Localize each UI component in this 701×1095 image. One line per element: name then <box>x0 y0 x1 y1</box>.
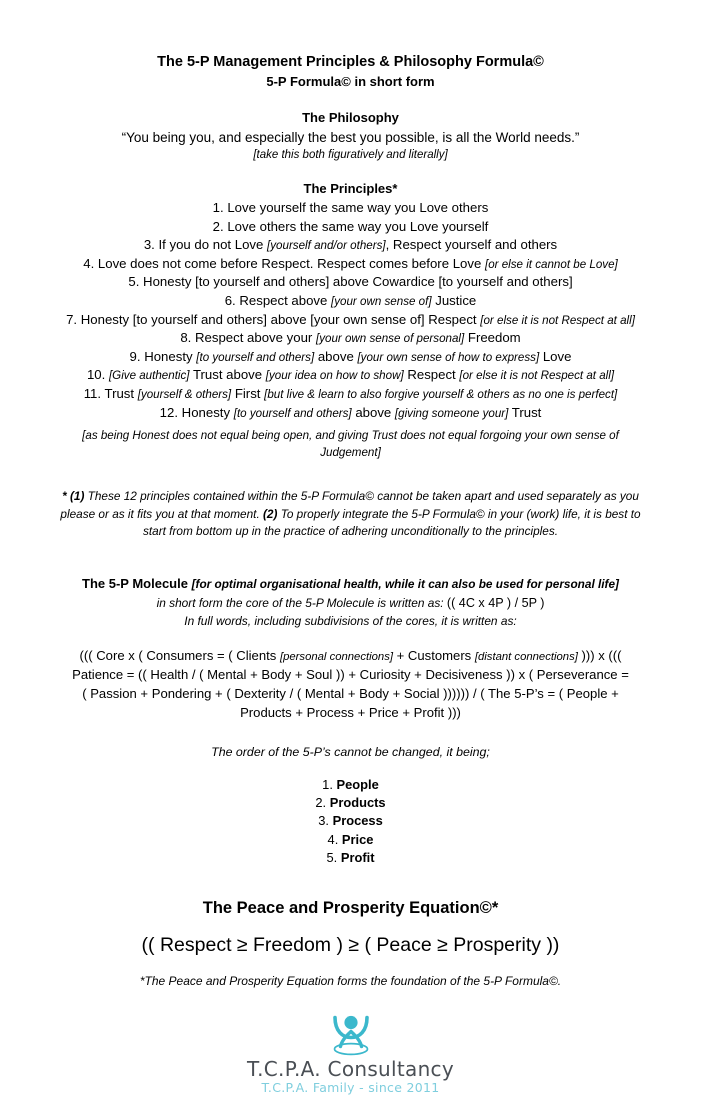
principles-closing-note: [as being Honest does not equal being open, and giving Trust does not equal forgoing your own sense of Judgement] <box>82 429 619 459</box>
principle-item <box>38 236 663 255</box>
principle-number: 5. <box>128 274 140 290</box>
principle-number: 11. <box>83 386 102 402</box>
principle-annotation: [but live & learn to also forgive yourself & others as no one is perfect] <box>264 388 618 402</box>
principles-footnote <box>57 488 645 542</box>
five-p-word: People <box>336 777 379 793</box>
principle-number: 7. <box>66 311 78 327</box>
principle-text: If you do not Love <box>158 237 268 253</box>
principle-annotation: [or else it is not Respect at all] <box>480 313 635 327</box>
five-ps-order-line: The order of the 5-P’s cannot be changed, it being; <box>211 745 490 760</box>
principle-item <box>38 218 663 237</box>
spacer <box>38 462 663 488</box>
five-p-number: 1. <box>322 777 333 793</box>
spacer <box>38 990 663 1012</box>
principle-item <box>38 348 663 367</box>
spacer <box>38 91 663 109</box>
figure-head-icon <box>344 1016 357 1029</box>
principle-item <box>38 255 663 274</box>
five-p-word: Price <box>341 831 374 847</box>
footnote-text-2: To properly integrate the 5-P Formula© in your (work) life, it is best to start from bottom up in the practice of adhering unconditionally to the principles. <box>142 506 641 539</box>
principle-text: Respect <box>403 367 460 383</box>
spacer <box>38 164 663 180</box>
principle-number: 9. <box>129 348 141 364</box>
principle-annotation: [or else it is not Respect at all] <box>459 369 615 383</box>
philosophy-quote: “You being you, and especially the best you possible, is all the World needs.” <box>121 129 580 145</box>
principles-list <box>38 199 663 422</box>
principle-number: 10. <box>86 367 106 383</box>
principle-item <box>38 199 663 218</box>
principle-item <box>38 366 663 385</box>
five-ps-list <box>38 776 663 866</box>
principle-text: above <box>351 404 395 420</box>
molecule-full-words-label: In full words, including subdivisions of the cores, it is written as: <box>184 614 517 629</box>
five-p-number: 5. <box>326 849 338 865</box>
molecule-short-form-label: in short form the core of the 5-P Molecule is written as: <box>156 596 444 611</box>
principle-annotation: [Give authentic] <box>108 369 190 383</box>
five-p-number: 3. <box>318 813 329 829</box>
equation-heading: The Peace and Prosperity Equation©* <box>202 898 499 917</box>
principle-text: First <box>231 386 265 402</box>
molecule-formula <box>71 647 631 722</box>
principle-text: above <box>314 348 358 364</box>
principle-text: Respect above your <box>195 330 316 346</box>
molecule-short-form <box>38 594 663 613</box>
document-title-main: The 5-P Management Principles & Philosophy Formula© <box>157 54 544 70</box>
principle-text: Trust above <box>189 367 266 383</box>
principle-annotation: [yourself & others] <box>137 388 232 402</box>
footnote-marker-1: (1) <box>69 488 85 503</box>
footnote-asterisk: * <box>62 488 67 503</box>
five-p-item <box>38 812 663 830</box>
five-p-item <box>38 849 663 867</box>
principle-number: 8. <box>180 330 192 346</box>
formula-annotation: [personal connections] <box>279 651 393 663</box>
principle-number: 1. <box>212 199 224 215</box>
principle-text: Honesty <box>181 404 234 420</box>
footnote-text-1: These 12 principles contained within the 5-P Formula© cannot be taken apart and used separately as you please or as it fits you at that moment. <box>60 488 639 521</box>
principle-number: 12. <box>159 404 178 420</box>
formula-annotation: [distant connections] <box>474 651 578 663</box>
principle-annotation: [to yourself and others] <box>196 350 315 364</box>
principle-text: Love <box>539 348 572 364</box>
footer-logo <box>38 1012 663 1095</box>
five-p-item <box>38 776 663 794</box>
principle-annotation: [or else it cannot be Love] <box>484 257 618 271</box>
principle-text: Love yourself the same way you Love others <box>227 199 489 215</box>
principle-text: , Respect yourself and others <box>385 237 558 253</box>
molecule-heading-italic: [for optimal organisational health, while it can also be used for personal life] <box>191 577 619 592</box>
principle-item <box>38 385 663 404</box>
company-name: T.C.P.A. Consultancy <box>246 1056 454 1081</box>
five-p-word: Products <box>329 795 386 811</box>
spacer <box>38 541 663 575</box>
principle-text: Trust <box>104 386 138 402</box>
principle-annotation: [giving someone your] <box>394 406 509 420</box>
spacer <box>38 867 663 897</box>
company-tagline: T.C.P.A. Family - since 2011 <box>261 1080 440 1095</box>
five-p-item <box>38 831 663 849</box>
principle-text: Justice <box>431 293 477 308</box>
philosophy-heading: The Philosophy <box>302 110 399 126</box>
formula-text: ))) x ((( Patience = (( Health / ( Mental + Body + Soul )) + Curiosity + Decisiveness )) x ( Perseverance = ( Passion + Pondering + ( Dexterity / ( Mental + Body + Social )))))) / ( The 5-P’s = ( People + Products + Process + Price + Profit ))) <box>72 648 629 720</box>
principle-item <box>38 273 663 292</box>
principle-annotation: [your own sense of] <box>331 295 432 308</box>
principle-number: 2. <box>212 218 224 234</box>
spacer <box>38 762 663 776</box>
five-p-number: 2. <box>315 795 327 811</box>
document-title-sub: 5-P Formula© in short form <box>266 73 435 89</box>
five-p-item <box>38 794 663 812</box>
principle-text: Love others the same way you Love yourself <box>227 218 489 234</box>
equation-note: *The Peace and Prosperity Equation forms the foundation of the 5-P Formula©. <box>139 974 562 989</box>
five-p-word: Process <box>332 813 383 829</box>
spacer <box>38 920 663 932</box>
spacer <box>38 959 663 973</box>
principles-heading: The Principles* <box>303 181 398 197</box>
formula-text: + Customers <box>393 648 475 663</box>
footnote-marker-2: (2) <box>263 506 278 521</box>
principle-item <box>38 311 663 330</box>
molecule-short-form-value: (( 4C x 4P ) / 5P ) <box>446 596 545 611</box>
molecule-heading-bold: The 5-P Molecule <box>82 576 188 592</box>
principle-annotation: [yourself and/or others] <box>267 239 386 253</box>
principle-text: Honesty <box>144 348 197 364</box>
equation-body: (( Respect ≥ Freedom ) ≥ ( Peace ≥ Prosperity )) <box>141 933 560 956</box>
principle-annotation: [to yourself and others] <box>233 406 352 420</box>
principle-number: 3. <box>143 237 155 253</box>
philosophy-note: [take this both figuratively and literally] <box>253 149 448 162</box>
five-p-word: Profit <box>340 849 375 865</box>
principle-text: Honesty [to yourself and others] above [your own sense of] Respect <box>80 311 481 327</box>
principle-text: Love does not come before Respect. Respect comes before Love <box>97 255 485 271</box>
formula-text: ((( Core x ( Consumers = ( Clients <box>79 648 280 663</box>
principle-text: Freedom <box>464 330 521 346</box>
spacer <box>38 722 663 744</box>
principle-annotation: [your idea on how to show] <box>265 369 404 383</box>
figure-base-ellipse-icon <box>334 1043 367 1054</box>
principle-item <box>38 404 663 423</box>
principle-annotation: [your own sense of how to express] <box>357 350 540 364</box>
principle-number: 4. <box>83 255 95 271</box>
principle-annotation: [your own sense of personal] <box>315 332 465 346</box>
spacer <box>38 631 663 647</box>
molecule-heading <box>38 575 663 594</box>
principle-item <box>38 329 663 348</box>
principle-item <box>38 292 663 311</box>
principle-text: Respect above <box>239 293 332 308</box>
principle-text: Honesty [to yourself and others] above Cowardice [to yourself and others] <box>143 274 573 290</box>
meditating-figure-icon <box>324 1012 378 1058</box>
principle-number: 6. <box>224 293 236 308</box>
principle-text: Trust <box>508 404 542 420</box>
five-p-number: 4. <box>327 831 339 847</box>
